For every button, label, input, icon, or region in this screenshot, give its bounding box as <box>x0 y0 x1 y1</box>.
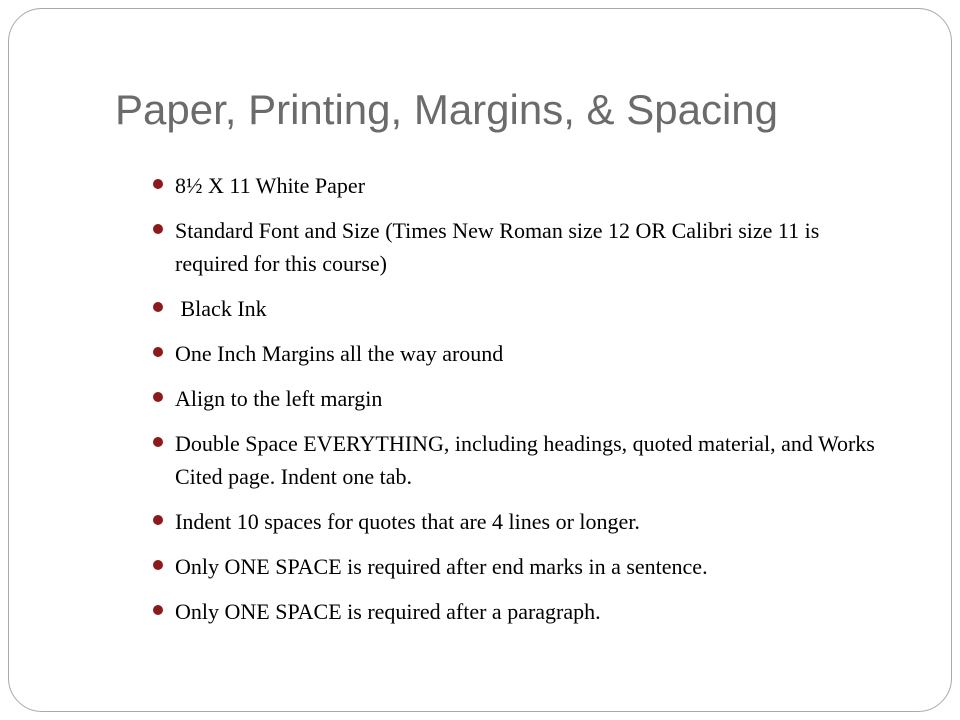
bullet-text: Standard Font and Size (Times New Roman size 12 OR Calibri size 11 is required for this course) <box>175 218 820 276</box>
bullet-item <box>153 550 893 583</box>
bullet-item <box>153 214 893 280</box>
bullet-text: Black Ink <box>175 296 267 321</box>
bullet-item <box>153 595 893 628</box>
bullet-dot-icon <box>153 224 163 234</box>
bullet-dot-icon <box>153 515 163 525</box>
bullet-item <box>153 337 893 370</box>
bullet-dot-icon <box>153 392 163 402</box>
bullet-item <box>153 505 893 538</box>
bullet-dot-icon <box>153 605 163 615</box>
bullet-item <box>153 292 893 325</box>
bullet-item <box>153 427 893 493</box>
slide-title: Paper, Printing, Margins, & Spacing <box>115 86 779 133</box>
bullet-text: Only ONE SPACE is required after end marks in a sentence. <box>175 554 708 579</box>
bullet-text: 8½ X 11 White Paper <box>175 173 366 198</box>
bullet-list <box>153 169 893 640</box>
bullet-text: Align to the left margin <box>175 386 383 411</box>
bullet-dot-icon <box>153 560 163 570</box>
bullet-dot-icon <box>153 302 163 312</box>
bullet-text: One Inch Margins all the way around <box>175 341 504 366</box>
bullet-item <box>153 382 893 415</box>
bullet-dot-icon <box>153 437 163 447</box>
bullet-text: Double Space EVERYTHING, including headings, quoted material, and Works Cited page. Indent one tab. <box>175 431 875 489</box>
bullet-dot-icon <box>153 179 163 189</box>
slide-frame <box>8 8 952 712</box>
bullet-item <box>153 169 893 202</box>
bullet-text: Indent 10 spaces for quotes that are 4 lines or longer. <box>175 509 640 534</box>
bullet-dot-icon <box>153 347 163 357</box>
bullet-text: Only ONE SPACE is required after a paragraph. <box>175 599 601 624</box>
